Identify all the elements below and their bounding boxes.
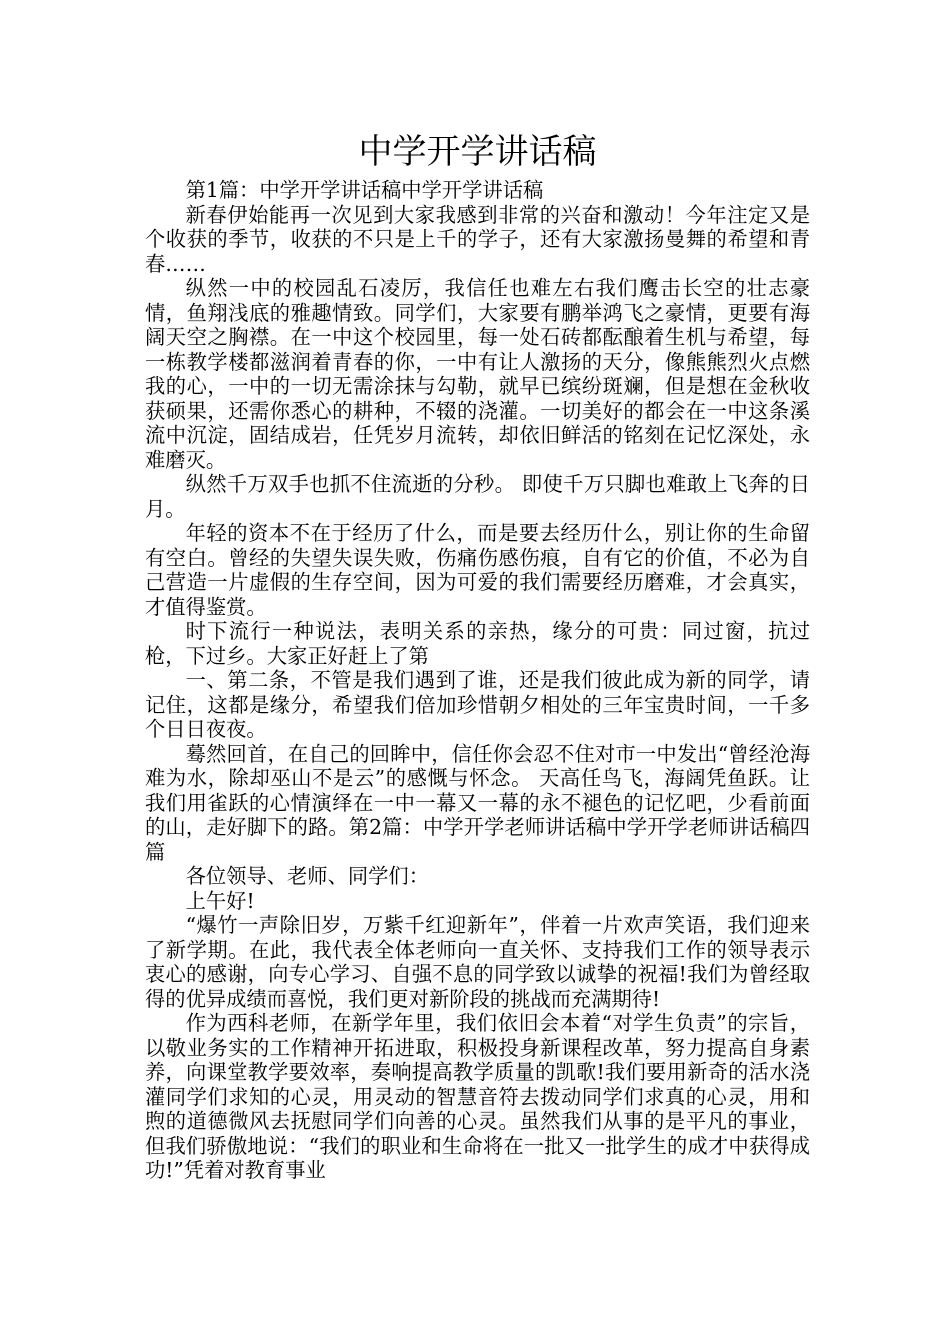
paragraph: 时下流行一种说法，表明关系的亲热，缘分的可贵：同过窗，抗过枪，下过乡。大家正好赶上了第 [145, 619, 810, 668]
paragraph: 新春伊始能再一次见到大家我感到非常的兴奋和激动！今年注定又是个收获的季节，收获的不只是上千的学子，还有大家激扬曼舞的希望和青春…… [145, 202, 810, 276]
paragraph: 纵然千万双手也抓不住流逝的分秒。 即使千万只脚也难敢上飞奔的日月。 [145, 472, 810, 521]
paragraph: 一、第二条，不管是我们遇到了谁，还是我们彼此成为新的同学，请记住，这都是缘分，希望我们倍加珍惜朝夕相处的三年宝贵时间，一千多个日日夜夜。 [145, 668, 810, 741]
greeting: 上午好! [185, 888, 255, 913]
salutation: 各位领导、老师、同学们： [185, 864, 429, 888]
document-page [145, 128, 810, 1183]
paragraph: “爆竹一声除旧岁，万紫千红迎新年”，伴着一片欢声笑语，我们迎来了新学期。在此，我代表全体老师向一直关怀、支持我们工作的领导表示衷心的感谢，向专心学习、自强不息的同学致以诚挚的祝福!我们为曾经取得的优异成绩而喜悦，我们更对新阶段的挑战而充满期待! [145, 913, 810, 1011]
paragraph: 纵然一中的校园乱石凌厉，我信任也难左右我们鹰击长空的壮志豪情，鱼翔浅底的雅趣情致。同学们，大家要有鹏举鸿飞之豪情，更要有海阔天空之胸襟。在一中这个校园里，每一处石砖都酝酿着生机与希望，每一栋教学楼都滋润着青春的你，一中有让人激扬的天分，像熊熊烈火点燃我的心，一中的一切无需涂抹与勾勒，就早已缤纷斑斓，但是想在金秋收获硕果，还需你悉心的耕种，不辍的浇灌。一切美好的都会在一中这条溪流中沉淀，固结成岩，任凭岁月流转，却依旧鲜活的铭刻在记忆深处，永难磨灭。 [145, 276, 810, 472]
paragraph: 蓦然回首，在自己的回眸中，信任你会忍不住对市一中发出“曾经沧海难为水，除却巫山不是云”的感慨与怀念。 天高任鸟飞，海阔凭鱼跃。让我们用雀跃的心情演绎在一中一幕又一幕的永不褪色的记忆吧，少看前面的山，走好脚下的路。第2篇：中学开学老师讲话稿中学开学老师讲话稿四篇 [145, 741, 810, 864]
paragraph: 年轻的资本不在于经历了什么，而是要去经历什么，别让你的生命留有空白。曾经的失望失误失败，伤痛伤感伤痕，自有它的价值，不必为自己营造一片虚假的生存空间，因为可爱的我们需要经历磨难，才会真实，才值得鉴赏。 [145, 521, 810, 619]
paragraph: 作为西科老师，在新学年里，我们依旧会本着“对学生负责”的宗旨，以敬业务实的工作精神开拓进取，积极投身新课程改革，努力提高自身素养，向课堂教学要效率，奏响提高教学质量的凯歌!我们要用新奇的活水浇灌同学们求知的心灵，用灵动的智慧音符去拨动同学们求真的心灵，用和煦的道德微风去抚慰同学们向善的心灵。虽然我们从事的是平凡的事业，但我们骄傲地说：“我们的职业和生命将在一批又一批学生的成才中获得成功!”凭着对教育事业 [145, 1011, 810, 1182]
section-heading: 第1篇：中学开学讲话稿中学开学讲话稿 [185, 178, 544, 202]
document-title: 中学开学讲话稿 [358, 132, 597, 172]
